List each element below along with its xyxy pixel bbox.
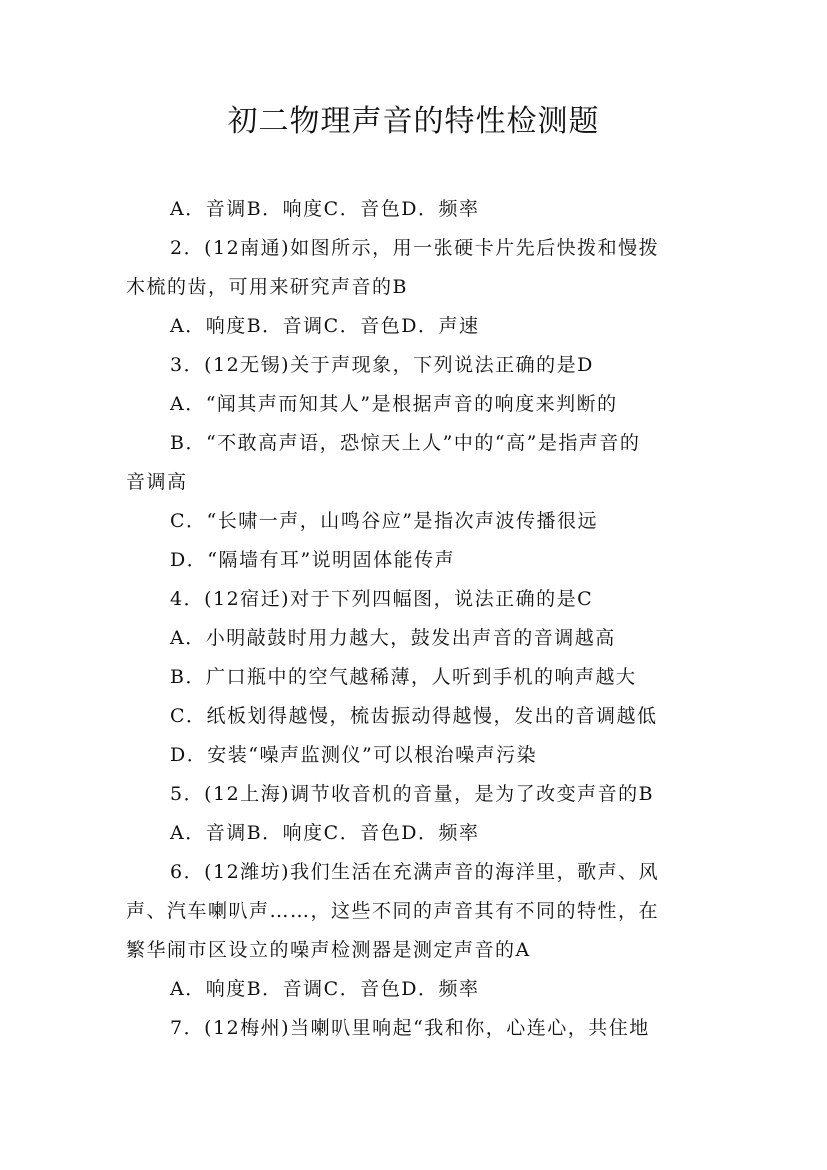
text-line: A．音调B．响度C．音色D．频率	[170, 198, 480, 220]
text-line: C．纸板划得越慢，梳齿振动得越慢，发出的音调越低	[170, 705, 658, 727]
text-line: 繁华闹市区设立的噪声检测器是测定声音的A	[126, 939, 531, 961]
text-line: 5．(12上海)调节收音机的音量，是为了改变声音的B	[170, 783, 655, 805]
text-line: D．“隔墙有耳”说明固体能传声	[170, 549, 456, 571]
text-line: A．响度B．音调C．音色D．频率	[170, 978, 480, 1000]
text-line: D．安装“噪声监测仪”可以根治噪声污染	[170, 744, 538, 766]
text-line: 6．(12潍坊)我们生活在充满声音的海洋里，歌声、风	[170, 861, 660, 883]
text-line: 3．(12无锡)关于声现象，下列说法正确的是D	[170, 354, 594, 376]
document-body	[126, 190, 704, 1048]
text-line: 7．(12梅州)当喇叭里响起“我和你，心连心，共住地	[170, 1017, 650, 1039]
text-line: A．音调B．响度C．音色D．频率	[170, 822, 480, 844]
text-line: A．“闻其声而知其人”是根据声音的响度来判断的	[170, 393, 618, 415]
text-line: 4．(12宿迁)对于下列四幅图，说法正确的是C	[170, 588, 594, 610]
text-line: B．广口瓶中的空气越稀薄，人听到手机的响声越大	[170, 666, 637, 688]
text-line: B．“不敢高声语，恐惊天上人”中的“高”是指声音的	[170, 432, 641, 454]
text-line: 音调高	[126, 471, 188, 493]
text-line: 木梳的齿，可用来研究声音的B	[126, 276, 408, 298]
text-line: C．“长啸一声，山鸣谷应”是指次声波传播很远	[170, 510, 598, 532]
text-line: A．响度B．音调C．音色D．声速	[170, 315, 480, 337]
text-line: 2．(12南通)如图所示，用一张硬卡片先后快拨和慢拨	[170, 237, 660, 259]
text-line: 声、汽车喇叭声……，这些不同的声音其有不同的特性，在	[126, 900, 660, 922]
page-title: 初二物理声音的特性检测题	[227, 104, 600, 139]
text-line: A．小明敲鼓时用力越大，鼓发出声音的音调越高	[170, 627, 616, 649]
